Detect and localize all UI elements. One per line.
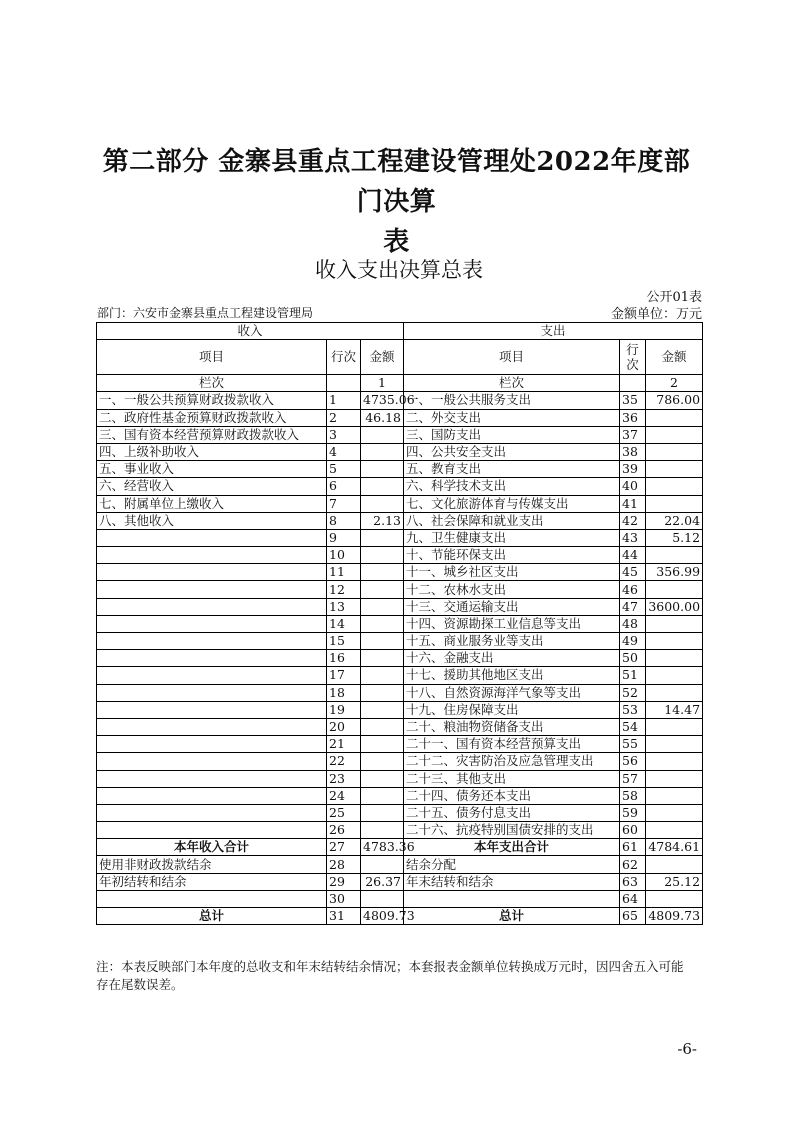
income-item-cell: 八、其他收入 [97, 512, 327, 529]
income-row-no-cell: 12 [327, 581, 361, 598]
expense-amount-cell: 3600.00 [646, 598, 703, 615]
income-item-cell: 二、政府性基金预算财政拨款收入 [97, 409, 327, 426]
table-title: 收入支出决算总表 [315, 258, 483, 282]
expense-row-no-cell: 63 [620, 873, 646, 890]
income-item-cell: 六、经营收入 [97, 478, 327, 495]
income-row-no-cell: 7 [327, 495, 361, 512]
table-row [97, 804, 703, 821]
form-number: 公开01表 [646, 290, 702, 305]
income-item-cell [97, 684, 327, 701]
expense-row-no-cell: 49 [620, 633, 646, 650]
expense-row-no-cell: 50 [620, 650, 646, 667]
income-item-cell: 七、附属单位上缴收入 [97, 495, 327, 512]
expense-amount-cell [646, 547, 703, 564]
expense-item-cell: 十八、自然资源海洋气象等支出 [404, 684, 620, 701]
income-row-no-cell: 13 [327, 598, 361, 615]
table-row [97, 392, 703, 409]
expense-row-no-cell: 41 [620, 495, 646, 512]
expense-row-no-cell: 48 [620, 615, 646, 632]
income-amount-cell [361, 529, 404, 546]
income-item-cell: 年初结转和结余 [97, 873, 327, 890]
income-row-no-cell: 19 [327, 701, 361, 718]
table-row [97, 564, 703, 581]
expense-row-no-cell: 37 [620, 426, 646, 443]
income-amount-cell [361, 598, 404, 615]
expense-row-no-cell: 45 [620, 564, 646, 581]
expense-amount-cell [646, 667, 703, 684]
table-row [97, 495, 703, 512]
income-row-no-cell: 4 [327, 443, 361, 460]
expense-amount-cell [646, 770, 703, 787]
expense-row-no-cell: 54 [620, 718, 646, 735]
income-amount-cell [361, 856, 404, 873]
expense-amount-cell [646, 633, 703, 650]
expense-item-cell: 本年支出合计 [404, 839, 620, 856]
income-amount-cell [361, 718, 404, 735]
expense-row-no-cell: 60 [620, 822, 646, 839]
income-amount-cell [361, 650, 404, 667]
income-amount-cell [361, 495, 404, 512]
expense-amount-cell [646, 461, 703, 478]
expense-item-header: 项目 [404, 340, 620, 375]
expense-item-cell: 五、教育支出 [404, 461, 620, 478]
expense-item-cell: 四、公共安全支出 [404, 443, 620, 460]
table-row [97, 461, 703, 478]
expense-amount-cell: 356.99 [646, 564, 703, 581]
income-amount-cell: 26.37 [361, 873, 404, 890]
expense-row-no-cell: 64 [620, 890, 646, 907]
income-amount-cell [361, 822, 404, 839]
income-row-no-cell: 6 [327, 478, 361, 495]
expense-item-cell: 十三、交通运输支出 [404, 598, 620, 615]
expense-item-cell: 八、社会保障和就业支出 [404, 512, 620, 529]
expense-item-cell: 十五、商业服务业等支出 [404, 633, 620, 650]
income-amount-cell: 2.13 [361, 512, 404, 529]
expense-item-cell: 总计 [404, 908, 620, 925]
table-row [97, 529, 703, 546]
expense-lanci-label: 栏次 [404, 375, 620, 392]
note-line1: 注：本表反映部门本年度的总收支和年末结转结余情况；本套报表金额单位转换成万元时，因四舍五入可能 [96, 959, 684, 974]
expense-amount-cell: 4784.61 [646, 839, 703, 856]
table-row [97, 426, 703, 443]
income-row-no-cell: 23 [327, 770, 361, 787]
income-row-no-cell: 16 [327, 650, 361, 667]
expense-item-cell: 二十三、其他支出 [404, 770, 620, 787]
table-row [97, 787, 703, 804]
income-amount-cell [361, 770, 404, 787]
income-item-cell [97, 804, 327, 821]
expense-row-no-cell: 43 [620, 529, 646, 546]
expense-amount-cell [646, 581, 703, 598]
expense-amount-cell [646, 443, 703, 460]
income-amount-cell [361, 615, 404, 632]
expense-amount-cell: 22.04 [646, 512, 703, 529]
income-amount-cell [361, 443, 404, 460]
expense-row-no-cell: 53 [620, 701, 646, 718]
income-row-no-cell: 21 [327, 736, 361, 753]
income-item-cell [97, 547, 327, 564]
expense-amount-cell [646, 684, 703, 701]
expense-row-no-cell: 39 [620, 461, 646, 478]
table-row [97, 615, 703, 632]
expense-item-cell: 二、外交支出 [404, 409, 620, 426]
expense-row-no-cell: 36 [620, 409, 646, 426]
income-item-cell [97, 770, 327, 787]
expense-item-cell: 七、文化旅游体育与传媒支出 [404, 495, 620, 512]
page-title [90, 142, 703, 262]
expense-row-no-cell: 47 [620, 598, 646, 615]
income-lanci-empty [327, 375, 361, 392]
table-row [97, 684, 703, 701]
table-note [96, 958, 706, 994]
header-row-lanci [97, 375, 703, 392]
expense-row-no-cell: 40 [620, 478, 646, 495]
expense-row-no-cell: 56 [620, 753, 646, 770]
income-item-cell [97, 718, 327, 735]
expense-header: 支出 [404, 323, 703, 340]
income-column-number: 1 [361, 375, 404, 392]
expense-column-number: 2 [646, 375, 703, 392]
expense-row-no-cell: 57 [620, 770, 646, 787]
expense-amount-cell [646, 856, 703, 873]
table-row [97, 443, 703, 460]
income-amount-cell: 46.18 [361, 409, 404, 426]
table-row [97, 701, 703, 718]
income-row-no-cell: 30 [327, 890, 361, 907]
income-amount-cell [361, 581, 404, 598]
expense-item-cell [404, 890, 620, 907]
table-row [97, 718, 703, 735]
income-item-cell [97, 529, 327, 546]
expense-amount-cell [646, 478, 703, 495]
income-row-no-cell: 9 [327, 529, 361, 546]
expense-amount-cell [646, 495, 703, 512]
expense-item-cell: 二十四、债务还本支出 [404, 787, 620, 804]
expense-amount-cell [646, 787, 703, 804]
income-amount-cell [361, 478, 404, 495]
table-row [97, 890, 703, 907]
expense-amount-header: 金额 [646, 340, 703, 375]
income-item-cell [97, 701, 327, 718]
income-amount-cell: 4809.73 [361, 908, 404, 925]
expense-amount-cell [646, 753, 703, 770]
income-amount-cell [361, 804, 404, 821]
expense-amount-cell: 4809.73 [646, 908, 703, 925]
table-row [97, 667, 703, 684]
expense-item-cell: 十七、援助其他地区支出 [404, 667, 620, 684]
expense-row-no-cell: 61 [620, 839, 646, 856]
income-item-cell [97, 890, 327, 907]
income-item-cell [97, 598, 327, 615]
income-row-no-cell: 3 [327, 426, 361, 443]
expense-item-cell: 二十一、国有资本经营预算支出 [404, 736, 620, 753]
expense-amount-cell [646, 426, 703, 443]
expense-amount-cell: 786.00 [646, 392, 703, 409]
expense-amount-cell: 25.12 [646, 873, 703, 890]
table-row [97, 478, 703, 495]
expense-item-cell: 二十二、灾害防治及应急管理支出 [404, 753, 620, 770]
income-item-cell: 总计 [97, 908, 327, 925]
table-row [97, 839, 703, 856]
expense-item-cell: 三、国防支出 [404, 426, 620, 443]
income-row-no-cell: 27 [327, 839, 361, 856]
table-row [97, 873, 703, 890]
note-line2: 存在尾数误差。 [96, 977, 184, 992]
income-item-cell: 使用非财政拨款结余 [97, 856, 327, 873]
table-row [97, 770, 703, 787]
expense-amount-cell [646, 718, 703, 735]
expense-amount-cell [646, 409, 703, 426]
income-row-no-cell: 28 [327, 856, 361, 873]
expense-item-cell: 二十五、债务付息支出 [404, 804, 620, 821]
expense-item-cell: 十四、资源勘探工业信息等支出 [404, 615, 620, 632]
expense-item-cell: 六、科学技术支出 [404, 478, 620, 495]
expense-lanci-empty [620, 375, 646, 392]
expense-amount-cell: 5.12 [646, 529, 703, 546]
expense-amount-cell [646, 804, 703, 821]
income-row-no-cell: 8 [327, 512, 361, 529]
income-amount-cell [361, 701, 404, 718]
expense-row-no-header: 行 次 [620, 340, 646, 375]
table-row [97, 650, 703, 667]
income-row-no-header: 行次 [327, 340, 361, 375]
income-row-no-cell: 26 [327, 822, 361, 839]
income-item-cell: 四、上级补助收入 [97, 443, 327, 460]
expense-item-cell: 十一、城乡社区支出 [404, 564, 620, 581]
expense-item-cell: 一、一般公共服务支出 [404, 392, 620, 409]
income-amount-cell [361, 547, 404, 564]
page-title-line1: 第二部分 金寨县重点工程建设管理处2022年度部门决算 [102, 147, 691, 217]
income-lanci-label: 栏次 [97, 375, 327, 392]
income-amount-cell [361, 890, 404, 907]
expense-row-no-cell: 35 [620, 392, 646, 409]
expense-row-no-cell: 51 [620, 667, 646, 684]
income-item-cell: 一、一般公共预算财政拨款收入 [97, 392, 327, 409]
expense-item-cell: 二十、粮油物资储备支出 [404, 718, 620, 735]
income-item-cell [97, 615, 327, 632]
income-amount-cell [361, 684, 404, 701]
income-amount-cell [361, 633, 404, 650]
department-label: 部门：六安市金寨县重点工程建设管理局 [97, 306, 314, 320]
expense-amount-cell [646, 890, 703, 907]
income-item-cell [97, 564, 327, 581]
income-row-no-cell: 31 [327, 908, 361, 925]
expense-amount-cell [646, 650, 703, 667]
income-item-cell: 五、事业收入 [97, 461, 327, 478]
expense-amount-cell [646, 822, 703, 839]
table-row [97, 753, 703, 770]
expense-row-no-cell: 55 [620, 736, 646, 753]
income-item-cell [97, 753, 327, 770]
expense-row-no-cell: 42 [620, 512, 646, 529]
expense-row-no-cell: 58 [620, 787, 646, 804]
income-item-cell [97, 667, 327, 684]
table-row [97, 581, 703, 598]
expense-row-no-cell: 65 [620, 908, 646, 925]
income-header: 收入 [97, 323, 404, 340]
income-item-cell: 本年收入合计 [97, 839, 327, 856]
income-row-no-cell: 22 [327, 753, 361, 770]
table-row [97, 736, 703, 753]
income-row-no-cell: 18 [327, 684, 361, 701]
income-amount-cell [361, 426, 404, 443]
income-row-no-cell: 20 [327, 718, 361, 735]
income-row-no-cell: 29 [327, 873, 361, 890]
income-item-cell: 三、国有资本经营预算财政拨款收入 [97, 426, 327, 443]
income-amount-cell [361, 787, 404, 804]
expense-item-cell: 十九、住房保障支出 [404, 701, 620, 718]
expense-item-cell: 九、卫生健康支出 [404, 529, 620, 546]
table-row [97, 822, 703, 839]
expense-row-no-cell: 44 [620, 547, 646, 564]
table-row [97, 633, 703, 650]
income-amount-cell: 4783.36 [361, 839, 404, 856]
page-number: -6- [677, 1040, 697, 1058]
income-row-no-cell: 2 [327, 409, 361, 426]
expense-row-no-cell: 46 [620, 581, 646, 598]
header-row-sections [97, 323, 703, 340]
expense-row-no-cell: 59 [620, 804, 646, 821]
expense-item-cell: 十二、农林水支出 [404, 581, 620, 598]
table-row [97, 908, 703, 925]
income-amount-cell [361, 753, 404, 770]
income-item-cell [97, 787, 327, 804]
income-expense-table [96, 322, 703, 925]
income-amount-cell: 4735.06 [361, 392, 404, 409]
income-row-no-cell: 5 [327, 461, 361, 478]
income-row-no-cell: 25 [327, 804, 361, 821]
income-item-cell [97, 650, 327, 667]
expense-amount-cell [646, 736, 703, 753]
income-item-header: 项目 [97, 340, 327, 375]
expense-row-no-cell: 38 [620, 443, 646, 460]
income-row-no-cell: 1 [327, 392, 361, 409]
income-row-no-cell: 14 [327, 615, 361, 632]
expense-item-cell: 十、节能环保支出 [404, 547, 620, 564]
table-row [97, 409, 703, 426]
table-row [97, 598, 703, 615]
expense-row-no-cell: 52 [620, 684, 646, 701]
income-amount-cell [361, 461, 404, 478]
income-amount-cell [361, 667, 404, 684]
expense-item-cell: 十六、金融支出 [404, 650, 620, 667]
table-row [97, 856, 703, 873]
page-title-line2: 表 [383, 227, 410, 257]
income-item-cell [97, 822, 327, 839]
table-row [97, 547, 703, 564]
income-row-no-cell: 17 [327, 667, 361, 684]
income-amount-cell [361, 564, 404, 581]
expense-row-no-cell: 62 [620, 856, 646, 873]
expense-item-cell: 二十六、抗疫特别国债安排的支出 [404, 822, 620, 839]
income-row-no-cell: 24 [327, 787, 361, 804]
income-item-cell [97, 736, 327, 753]
income-item-cell [97, 633, 327, 650]
income-row-no-cell: 10 [327, 547, 361, 564]
expense-amount-cell [646, 615, 703, 632]
income-amount-cell [361, 736, 404, 753]
income-row-no-cell: 11 [327, 564, 361, 581]
income-item-cell [97, 581, 327, 598]
amount-unit-label: 金额单位：万元 [610, 307, 702, 322]
expense-item-cell: 结余分配 [404, 856, 620, 873]
expense-amount-cell: 14.47 [646, 701, 703, 718]
header-row-columns [97, 340, 703, 375]
income-amount-header: 金额 [361, 340, 404, 375]
expense-item-cell: 年末结转和结余 [404, 873, 620, 890]
table-row [97, 512, 703, 529]
income-row-no-cell: 15 [327, 633, 361, 650]
